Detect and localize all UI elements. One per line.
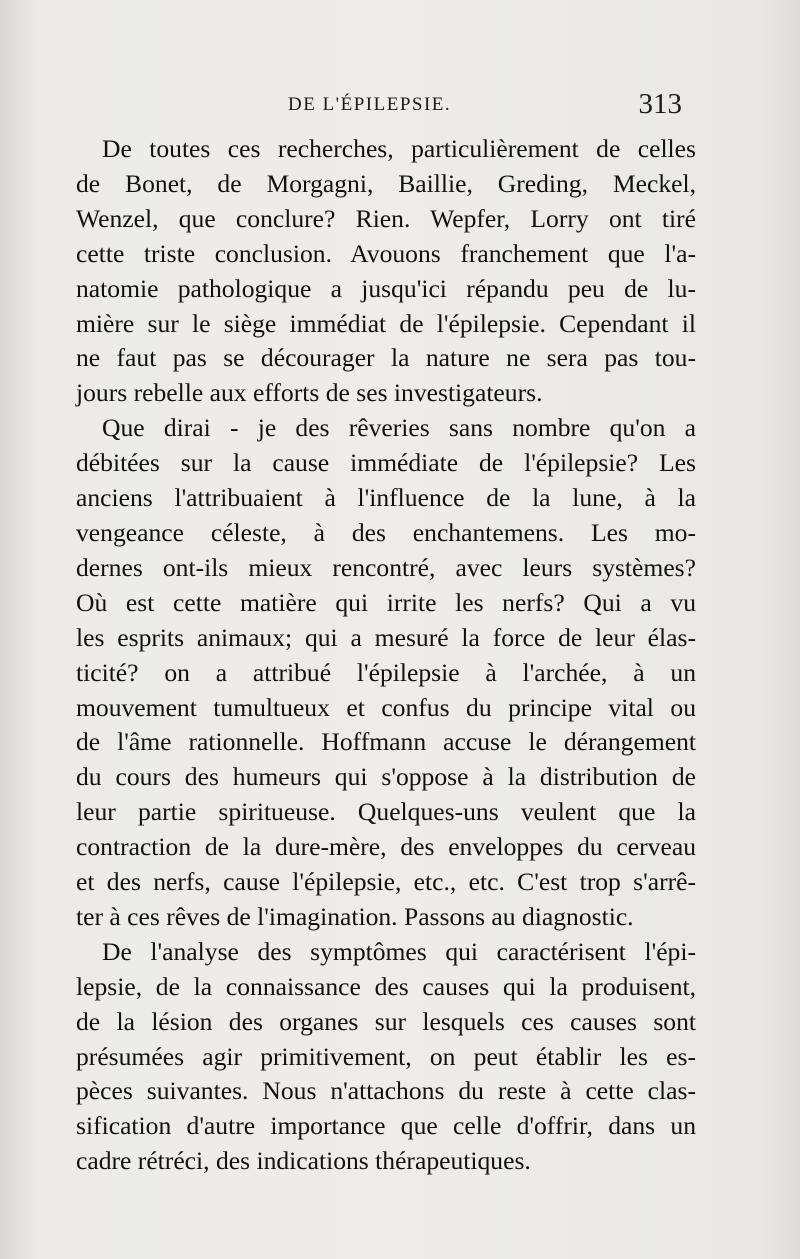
text-line: Où est cette matière qui irrite les nerfs? Qui a vu (76, 587, 696, 617)
text-line: et des nerfs, cause l'épilepsie, etc., etc. C'est trop s'arrê- (76, 867, 696, 897)
text-line: jours rebelle aux efforts de ses investigateurs. (76, 378, 543, 408)
text-line: lepsie, de la connaissance des causes qui la produisent, (76, 971, 696, 1001)
text-line: de la lésion des organes sur lesquels ces causes sont (76, 1006, 696, 1036)
text-line: Que dirai - je des rêveries sans nombre qu'on a (102, 413, 696, 443)
text-line: ter à ces rêves de l'imagination. Passons au diagnostic. (76, 901, 634, 931)
text-line: natomie pathologique a jusqu'ici répandu peu de lu- (76, 273, 696, 303)
page-number: 313 (638, 88, 682, 120)
text-line: ne faut pas se décourager la nature ne sera pas tou- (76, 343, 696, 373)
text-line: ticité? on a attribué l'épilepsie à l'archée, à un (76, 657, 696, 687)
text-line: leur partie spiritueuse. Quelques-uns veulent que la (76, 797, 696, 827)
text-line: De toutes ces recherches, particulièrement de celles (102, 134, 696, 163)
text-line: débitées sur la cause immédiate de l'épilepsie? Les (76, 448, 696, 478)
text-line: Wenzel, que conclure? Rien. Wepfer, Lorry ont tiré (76, 203, 696, 233)
text-line: cette triste conclusion. Avouons franchement que l'a- (76, 238, 696, 268)
text-line: les esprits animaux; qui a mesuré la force de leur élas- (76, 622, 696, 652)
text-line: présumées agir primitivement, on peut établir les es- (76, 1041, 696, 1071)
text-line: de l'âme rationnelle. Hoffmann accuse le dérangement (76, 727, 696, 757)
text-line: mière sur le siège immédiat de l'épilepsie. Cependant il (76, 308, 696, 338)
body-text (76, 132, 696, 1179)
text-line: anciens l'attribuaient à l'influence de la lune, à la (76, 483, 696, 513)
text-line: sification d'autre importance que celle d'offrir, dans un (76, 1111, 696, 1141)
text-line: De l'analyse des symptômes qui caractérisent l'épi- (102, 936, 696, 966)
text-line: cadre rétréci, des indications thérapeutiques. (76, 1146, 531, 1176)
text-line: du cours des humeurs qui s'oppose à la distribution de (76, 762, 696, 792)
text-line: de Bonet, de Morgagni, Baillie, Greding, Meckel, (76, 168, 696, 198)
text-line: mouvement tumultueux et confus du principe vital ou (76, 692, 696, 722)
text-line: vengeance céleste, à des enchantemens. Les mo- (76, 517, 696, 547)
text-line: contraction de la dure-mère, des enveloppes du cerveau (76, 832, 696, 862)
running-title: DE L'ÉPILEPSIE. (288, 94, 452, 115)
text-line: pèces suivantes. Nous n'attachons du reste à cette clas- (76, 1076, 696, 1106)
page-header (0, 90, 800, 130)
text-line: dernes ont-ils mieux rencontré, avec leurs systèmes? (76, 552, 696, 582)
